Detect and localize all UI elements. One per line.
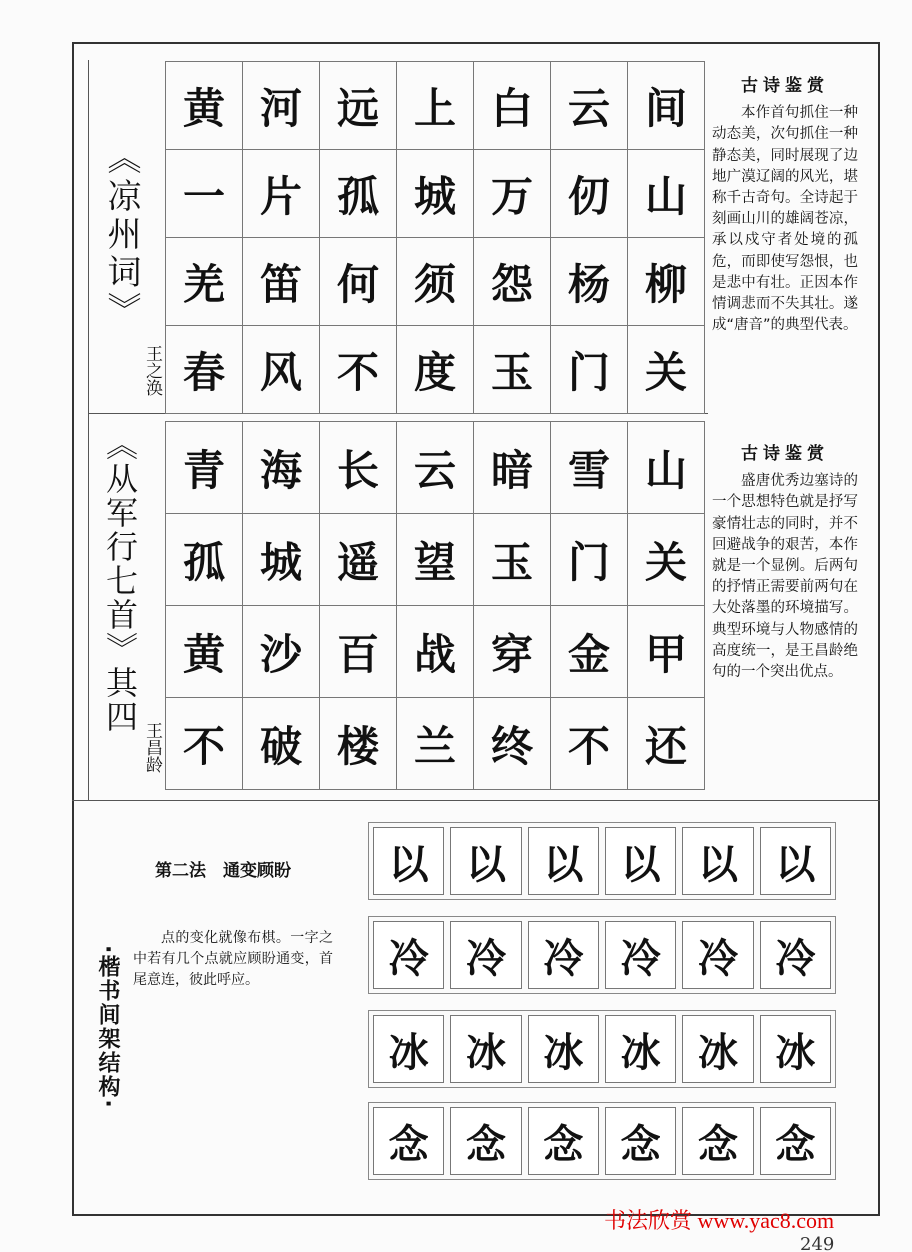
character-cell: 河 [242,61,320,150]
character-cell: 云 [396,421,474,514]
practice-cell: 冷 [605,921,676,989]
poem-title: 《凉州词》 [101,140,141,330]
practice-cell: 冰 [682,1015,753,1083]
practice-cell: 念 [682,1107,753,1175]
practice-cell: 冰 [450,1015,521,1083]
divider [72,800,880,801]
character-cell: 青 [165,421,243,514]
practice-cell: 冰 [760,1015,831,1083]
character-cell: 海 [242,421,320,514]
note-title: 古诗鉴赏 [741,444,829,464]
practice-cell: 以 [450,827,521,895]
lesson-text [133,928,333,992]
practice-cell: 以 [528,827,599,895]
character-cell: 黄 [165,605,243,698]
character-cell: 云 [550,61,628,150]
character-cell: 门 [550,513,628,606]
character-cell: 黄 [165,61,243,150]
character-cell: 不 [165,697,243,790]
practice-cell: 念 [760,1107,831,1175]
practice-cell: 冰 [373,1015,444,1083]
character-cell: 破 [242,697,320,790]
character-cell: 白 [473,61,551,150]
note-text: 本作首句抓住一种动态美，次句抓住一种静态美，同时展现了边地广漠辽阔的风光，堪称千古奇句。全诗起于刻画山川的雄阔苍凉，承以戍守者处境的孤危，而即使写怨恨，也是悲中有壮。正因本作情调悲而不失其壮。遂成“唐音”的典型代表。 [712,105,858,334]
character-cell: 怨 [473,237,551,326]
character-cell: 远 [319,61,397,150]
character-cell: 关 [627,325,705,414]
character-cell: 不 [319,325,397,414]
practice-row [368,822,836,900]
character-cell: 片 [242,149,320,238]
practice-row [368,916,836,994]
practice-cell: 念 [605,1107,676,1175]
character-cell: 玉 [473,325,551,414]
character-cell: 上 [396,61,474,150]
character-cell: 沙 [242,605,320,698]
character-cell: 一 [165,149,243,238]
practice-cell: 冷 [760,921,831,989]
character-cell: 战 [396,605,474,698]
poem-author: 王昌龄 [142,722,162,773]
page-number: 249 [800,1234,835,1252]
character-cell: 度 [396,325,474,414]
practice-row [368,1010,836,1088]
character-cell: 风 [242,325,320,414]
practice-cell: 念 [373,1107,444,1175]
poem-author: 王之涣 [142,345,162,396]
note-text: 盛唐优秀边塞诗的一个思想特色就是抒写豪情壮志的同时，并不回避战争的艰苦，本作就是一个显例。后两句的抒情正需要前两句在大处落墨的环境描写。典型环境与人物感情的高度统一，是王昌龄绝句的一个突出优点。 [712,473,858,681]
character-cell: 雪 [550,421,628,514]
character-cell: 山 [627,149,705,238]
character-cell: 遥 [319,513,397,606]
practice-cell: 以 [682,827,753,895]
character-cell: 不 [550,697,628,790]
practice-cell: 以 [760,827,831,895]
character-cell: 万 [473,149,551,238]
character-cell: 仞 [550,149,628,238]
practice-cell: 冷 [450,921,521,989]
lesson-heading: 第二法 通变顾盼 [155,861,291,881]
practice-cell: 念 [528,1107,599,1175]
practice-row [368,1102,836,1180]
character-grid [166,422,705,790]
practice-cell: 冷 [373,921,444,989]
watermark: 书法欣赏 www.yac8.com [604,1208,835,1233]
character-cell: 还 [627,697,705,790]
character-cell: 楼 [319,697,397,790]
character-cell: 望 [396,513,474,606]
character-cell: 孤 [319,149,397,238]
character-cell: 玉 [473,513,551,606]
character-cell: 终 [473,697,551,790]
practice-cell: 以 [373,827,444,895]
practice-cell: 以 [605,827,676,895]
character-cell: 何 [319,237,397,326]
character-cell: 长 [319,421,397,514]
character-grid [166,62,705,414]
character-cell: 羌 [165,237,243,326]
character-cell: 关 [627,513,705,606]
note-title: 古诗鉴赏 [741,76,829,96]
lesson-paragraph: 点的变化就像布棋。一字之中若有几个点就应顾盼通变，首尾意连，彼此呼应。 [133,930,333,989]
appreciation-note [712,444,858,683]
character-cell: 穿 [473,605,551,698]
appreciation-note [712,76,858,336]
character-cell: 门 [550,325,628,414]
character-cell: 城 [242,513,320,606]
character-cell: 百 [319,605,397,698]
practice-cell: 念 [450,1107,521,1175]
character-cell: 杨 [550,237,628,326]
character-cell: 春 [165,325,243,414]
character-cell: 甲 [627,605,705,698]
character-cell: 间 [627,61,705,150]
poem-title: 《从军行七首》其四 [101,428,139,734]
practice-cell: 冰 [605,1015,676,1083]
character-cell: 金 [550,605,628,698]
character-cell: 孤 [165,513,243,606]
practice-cell: 冰 [528,1015,599,1083]
practice-cell: 冷 [528,921,599,989]
character-cell: 城 [396,149,474,238]
character-cell: 山 [627,421,705,514]
character-cell: 柳 [627,237,705,326]
character-cell: 须 [396,237,474,326]
character-cell: 兰 [396,697,474,790]
character-cell: 暗 [473,421,551,514]
section-side-title: ·楷书间架结构· [95,945,120,1110]
practice-cell: 冷 [682,921,753,989]
character-cell: 笛 [242,237,320,326]
divider [88,60,89,800]
